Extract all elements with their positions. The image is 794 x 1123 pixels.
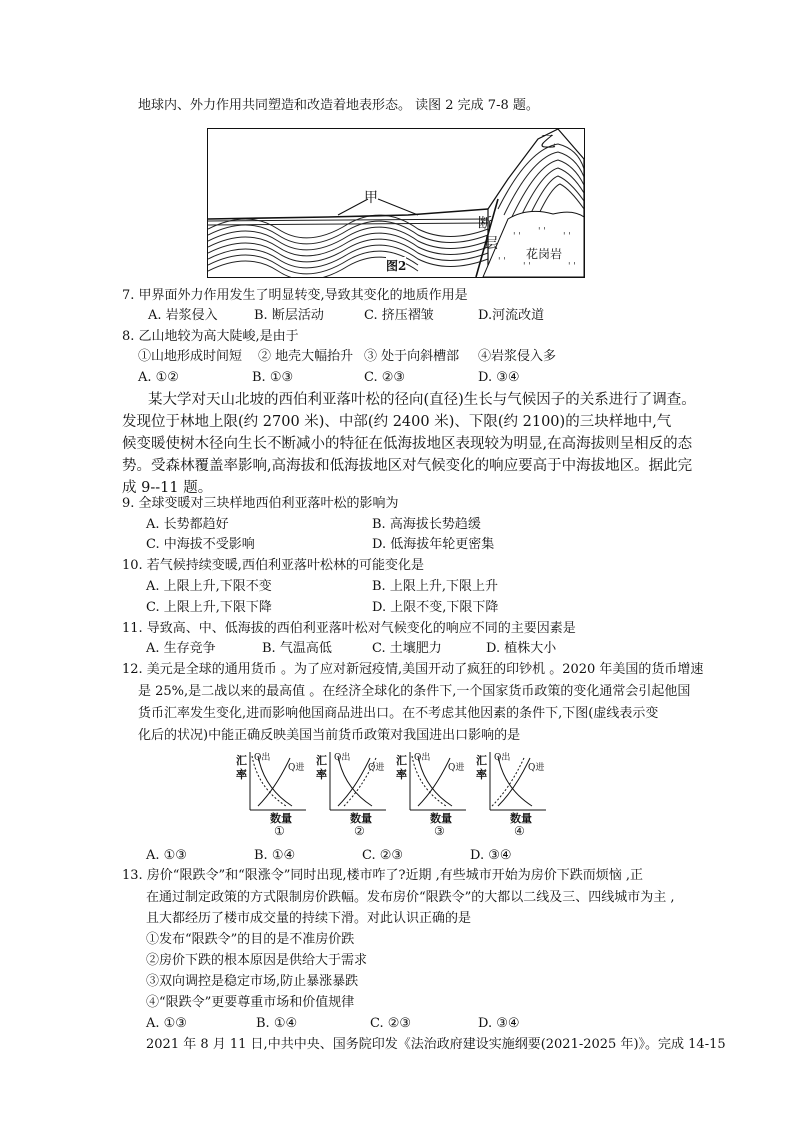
q12-line-1: 12. 美元是全球的通用货币 。为了应对新冠疫情,美国开动了疯狂的印钞机 。2020 年美国的货币增速 bbox=[122, 662, 704, 677]
q13-option-c: C. ②③ bbox=[370, 1016, 412, 1031]
q13-item-4: ④“限跌令”更要尊重市场和价值规律 bbox=[146, 995, 355, 1010]
graph-q-out: Q出 bbox=[494, 753, 511, 763]
label-yi: 乙 bbox=[540, 132, 557, 151]
q9-option-b: B. 高海拔长势趋缓 bbox=[372, 517, 481, 532]
q13-item-3: ③双向调控是稳定市场,防止暴涨暴跌 bbox=[146, 974, 359, 989]
graph-xlabel: 数量 bbox=[350, 812, 372, 825]
q10-option-a: A. 上限上升,下限不变 bbox=[146, 579, 272, 594]
q10-stem: 10. 若气候持续变暖,西伯利亚落叶松林的可能变化是 bbox=[122, 558, 424, 573]
q13-option-a: A. ①③ bbox=[146, 1016, 187, 1031]
q12-graph-4 bbox=[476, 748, 548, 836]
q13-line-2: 在通过制定政策的方式限制房价跌幅。发布房价“限跌令”的大都以二线及三、四线城市为主 , bbox=[146, 890, 675, 905]
q7-option-c: C. 挤压褶皱 bbox=[364, 308, 434, 323]
graph-ylabel-1: 汇 bbox=[316, 754, 327, 767]
graph-ylabel-1: 汇 bbox=[236, 754, 247, 767]
q13-line-3: 且大都经历了楼市成交量的持续下滑。对此认识正确的是 bbox=[146, 911, 472, 926]
graph-ylabel-2: 率 bbox=[396, 768, 407, 781]
passage-line-3: 候变暖使树木径向生长不断减小的特征在低海拔地区表现较为明显,在高海拔则呈相反的态 bbox=[122, 436, 693, 452]
q10-option-c: C. 上限上升,下限下降 bbox=[146, 600, 272, 615]
q7-option-d: D.河流改道 bbox=[478, 308, 545, 323]
graph-xlabel: 数量 bbox=[270, 812, 292, 825]
q8-item-2: ② 地壳大幅抬升 bbox=[258, 349, 354, 364]
q13-item-2: ②房价下跌的根本原因是供给大于需求 bbox=[146, 953, 368, 968]
q8-option-c: C. ②③ bbox=[364, 370, 406, 385]
q11-option-c: C. 土壤肥力 bbox=[372, 641, 442, 656]
q8-stem: 8. 乙山地较为高大陡峻,是由于 bbox=[122, 329, 299, 344]
graph-number-label: ② bbox=[354, 824, 365, 838]
svg-text:' ': ' ' bbox=[523, 262, 531, 272]
q9-option-d: D. 低海拔年轮更密集 bbox=[372, 537, 495, 552]
graph-ylabel-2: 率 bbox=[236, 768, 247, 781]
q12-option-a: A. ①③ bbox=[146, 848, 187, 863]
q9-stem: 9. 全球变暖对三块样地西伯利亚落叶松的影响为 bbox=[122, 496, 399, 511]
q8-option-a: A. ①② bbox=[138, 370, 179, 385]
q12-graph-1 bbox=[236, 748, 308, 836]
q9-option-a: A. 长势都趋好 bbox=[146, 517, 229, 532]
q11-option-b: B. 气温高低 bbox=[262, 641, 332, 656]
graph-q-out: Q出 bbox=[334, 753, 351, 763]
intro-text: 地球内、外力作用共同塑造和改造着地表形态。 读图 2 完成 7-8 题。 bbox=[138, 98, 539, 113]
q8-item-1: ①山地形成时间短 bbox=[138, 349, 243, 364]
graph-ylabel-1: 汇 bbox=[396, 754, 407, 767]
q12-line-2: 是 25%,是二战以来的最高值 。在经济全球化的条件下,一个国家货币政策的变化通常会引起他国 bbox=[138, 684, 691, 699]
graph-q-out: Q出 bbox=[254, 753, 271, 763]
passage-line-1: 某大学对天山北坡的西伯利亚落叶松的径向(直径)生长与气候因子的关系进行了调查。 bbox=[148, 392, 696, 408]
q13-line-1: 13. 房价“限跌令”和“限涨令”同时出现,楼市咋了?近期 ,有些城市开始为房价下跌而烦恼 ,正 bbox=[122, 868, 644, 883]
footer-text: 2021 年 8 月 11 日,中共中央、国务院印发《法治政府建设实施纲要(2021-2025 年)》。完成 14-15 bbox=[146, 1037, 726, 1052]
q12-line-3: 货币汇率发生变化,进而影响他国商品进出口。在不考虑其他因素的条件下,下图(虚线表示变 bbox=[138, 706, 659, 721]
q12-line-4: 化后的状况)中能正确反映美国当前货币政策对我国进出口影响的是 bbox=[138, 728, 521, 743]
graph-number-label: ① bbox=[274, 824, 285, 838]
q10-option-b: B. 上限上升,下限上升 bbox=[372, 579, 498, 594]
svg-text:' ': ' ' bbox=[498, 257, 506, 267]
q12-option-b: B. ①④ bbox=[254, 848, 296, 863]
q8-option-d: D. ③④ bbox=[478, 370, 520, 385]
svg-text:' ': ' ' bbox=[513, 232, 521, 242]
graph-q-in: Q进 bbox=[368, 763, 385, 773]
q7-option-a: A. 岩浆侵入 bbox=[148, 308, 218, 323]
graph-ylabel-2: 率 bbox=[316, 768, 327, 781]
passage-line-5: 成 9--11 题。 bbox=[122, 480, 213, 496]
graph-ylabel-1: 汇 bbox=[476, 754, 487, 767]
figure-caption: 图2 bbox=[386, 259, 407, 273]
q13-item-1: ①发布“限跌令”的目的是不准房价跌 bbox=[146, 932, 355, 947]
q12-graph-3 bbox=[396, 748, 468, 836]
q7-stem: 7. 甲界面外力作用发生了明显转变,导致其变化的地质作用是 bbox=[122, 288, 468, 303]
q12-option-c: C. ②③ bbox=[362, 848, 404, 863]
q13-option-d: D. ③④ bbox=[478, 1016, 520, 1031]
q9-option-c: C. 中海拔不受影响 bbox=[146, 537, 255, 552]
graph-q-out: Q出 bbox=[414, 753, 431, 763]
graph-number-label: ③ bbox=[434, 824, 445, 838]
q11-stem: 11. 导致高、中、低海拔的西伯利亚落叶松对气候变化的响应不同的主要因素是 bbox=[122, 621, 576, 636]
q11-option-a: A. 生存竞争 bbox=[146, 641, 216, 656]
q11-option-d: D. 植株大小 bbox=[486, 641, 557, 656]
svg-text:' ': ' ' bbox=[568, 262, 576, 272]
figure-2-geology bbox=[207, 128, 585, 278]
svg-text:' ': ' ' bbox=[563, 232, 571, 242]
label-granite: 花岗岩 bbox=[526, 247, 563, 261]
graph-q-in: Q进 bbox=[448, 763, 465, 773]
svg-text:' ': ' ' bbox=[538, 227, 546, 237]
label-fault-1: 断 bbox=[478, 216, 492, 232]
q10-option-d: D. 上限不变,下限下降 bbox=[372, 600, 499, 615]
passage-line-4: 势。受森林覆盖率影响,高海拔和低海拔地区对气候变化的响应要高于中海拔地区。据此完 bbox=[122, 458, 693, 474]
graph-q-in: Q进 bbox=[288, 763, 305, 773]
graph-q-in: Q进 bbox=[528, 763, 545, 773]
q8-item-4: ④岩浆侵入多 bbox=[478, 349, 557, 364]
graph-xlabel: 数量 bbox=[430, 812, 452, 825]
q8-option-b: B. ①③ bbox=[252, 370, 294, 385]
q7-option-b: B. 断层活动 bbox=[254, 308, 324, 323]
q8-item-3: ③ 处于向斜槽部 bbox=[364, 349, 460, 364]
q12-graph-2 bbox=[316, 748, 388, 836]
graph-ylabel-2: 率 bbox=[476, 768, 487, 781]
graph-xlabel: 数量 bbox=[510, 812, 532, 825]
passage-line-2: 发现位于林地上限(约 2700 米)、中部(约 2400 米)、下限(约 2100)的三块样地中,气 bbox=[122, 414, 672, 430]
label-jia: 甲 bbox=[364, 190, 378, 206]
q12-option-d: D. ③④ bbox=[470, 848, 512, 863]
label-fault-2: 层 bbox=[484, 236, 498, 252]
q13-option-b: B. ①④ bbox=[256, 1016, 298, 1031]
graph-number-label: ④ bbox=[514, 824, 525, 838]
